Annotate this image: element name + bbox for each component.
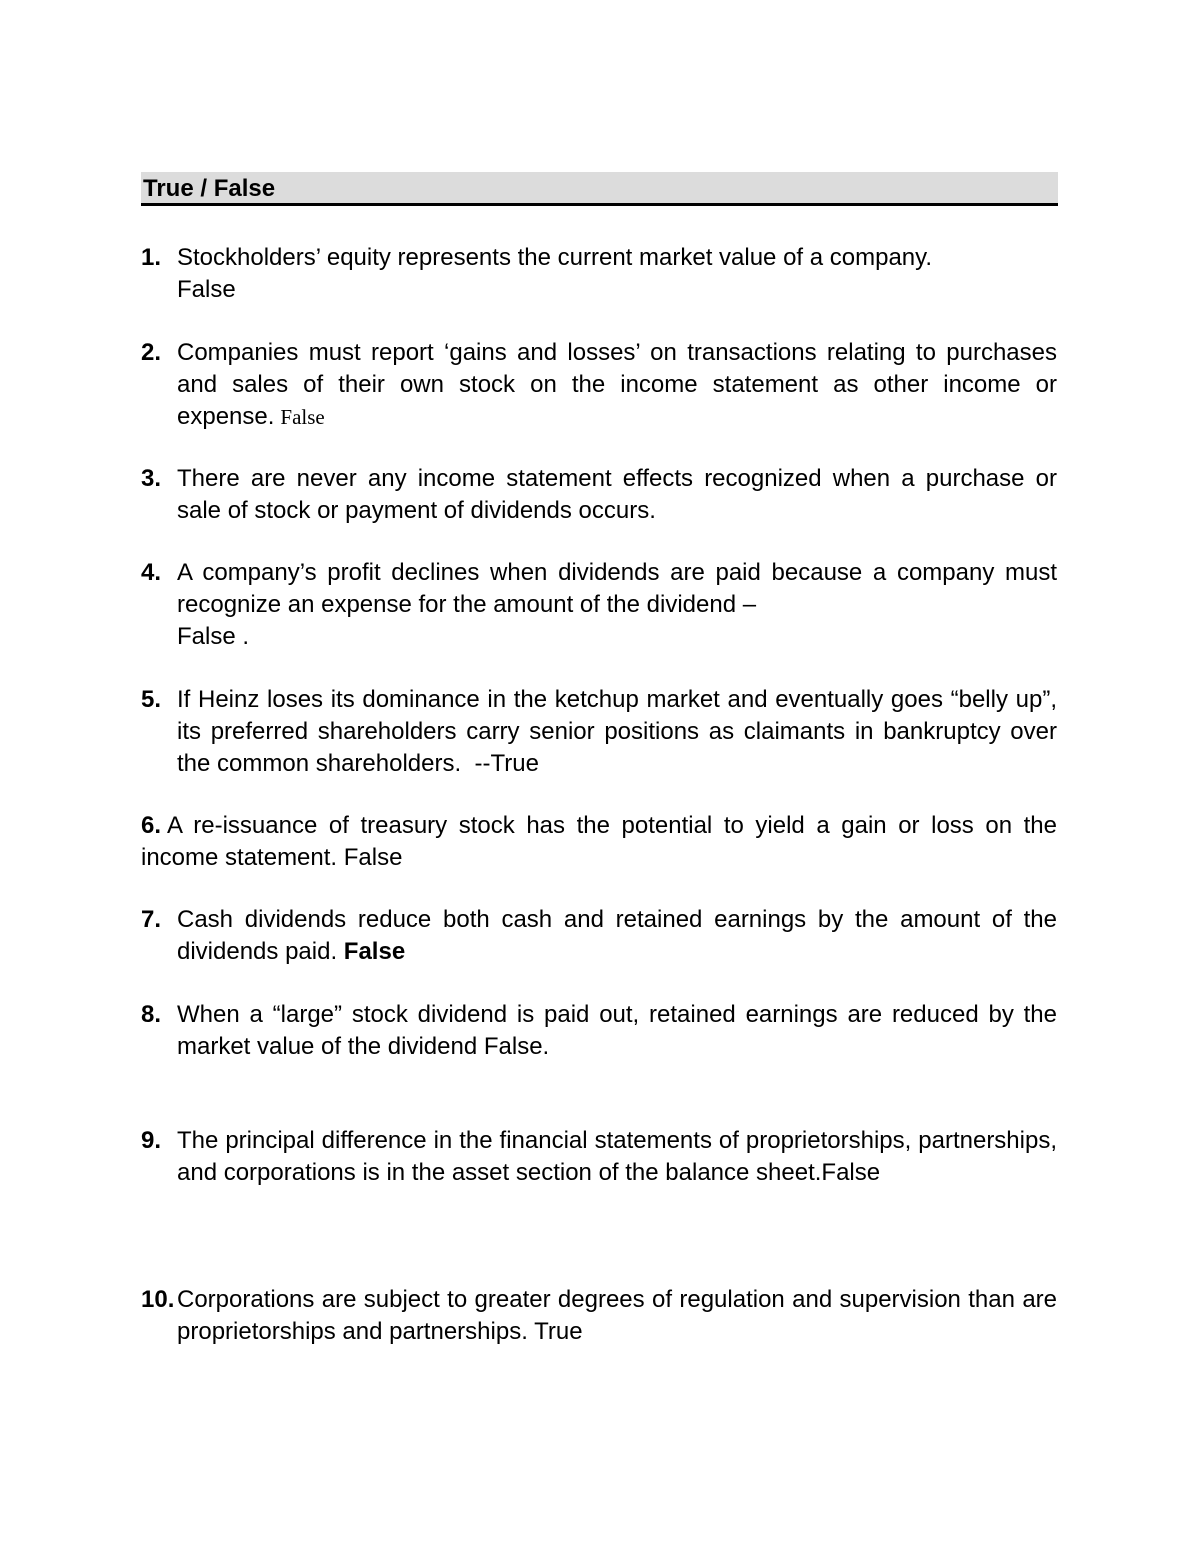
question-10 xyxy=(141,1284,1057,1348)
question-9 xyxy=(141,1125,1057,1189)
question-answer: True xyxy=(534,1318,583,1345)
question-text: Companies must report ‘gains and losses’ on transactions relating to purchases and sales of their own stock on the income statement as other income or expense. xyxy=(177,339,1057,430)
question-3 xyxy=(141,463,1057,527)
question-number: 5. xyxy=(141,686,162,713)
question-number: 1. xyxy=(141,244,162,271)
question-text: Cash dividends reduce both cash and retained earnings by the amount of the dividends paid. xyxy=(177,906,1057,965)
question-text: Stockholders’ equity represents the current market value of a company. xyxy=(177,244,933,271)
question-body xyxy=(177,904,1057,968)
question-answer: False xyxy=(343,844,403,871)
question-text: The principal difference in the financial statements of proprietorships, partnerships, and corporations is in the asset section of the balance sheet. xyxy=(177,1127,1057,1186)
question-body xyxy=(141,810,1057,874)
question-1 xyxy=(141,242,1057,306)
question-text: Corporations are subject to greater degrees of regulation and supervision than are proprietorships and partnerships. xyxy=(177,1286,1057,1345)
question-body xyxy=(177,463,1057,527)
question-text: A re-issuance of treasury stock has the potential to yield a gain or loss on the income statement. xyxy=(141,812,1057,871)
question-body xyxy=(177,684,1057,780)
question-8 xyxy=(141,999,1057,1063)
question-number: 9. xyxy=(141,1127,162,1154)
question-number: 4. xyxy=(141,559,162,586)
question-body xyxy=(177,337,1057,433)
question-number: 7. xyxy=(141,906,162,933)
question-body xyxy=(177,557,1057,653)
question-number: 2. xyxy=(141,339,162,366)
question-number: 6. xyxy=(141,812,162,839)
question-answer: False xyxy=(280,405,325,429)
question-answer: False . xyxy=(177,623,250,650)
question-number: 10. xyxy=(141,1286,175,1313)
question-2 xyxy=(141,337,1057,433)
question-number: 3. xyxy=(141,465,162,492)
question-4 xyxy=(141,557,1057,653)
question-number: 8. xyxy=(141,1001,162,1028)
question-answer: False. xyxy=(483,1033,550,1060)
question-body xyxy=(177,1125,1057,1189)
question-7 xyxy=(141,904,1057,968)
question-body xyxy=(177,999,1057,1063)
question-answer: False xyxy=(343,938,406,965)
question-answer: --True xyxy=(474,750,539,777)
question-text: There are never any income statement effects recognized when a purchase or sale of stock or payment of dividends occurs. xyxy=(177,465,1057,524)
question-body xyxy=(177,242,1057,306)
question-5 xyxy=(141,684,1057,780)
question-text: A company’s profit declines when dividends are paid because a company must recognize an expense for the amount of the dividend – xyxy=(177,559,1057,618)
question-text: When a “large” stock dividend is paid out, retained earnings are reduced by the market value of the dividend xyxy=(177,1001,1057,1060)
question-body xyxy=(177,1284,1057,1348)
section-title: True / False xyxy=(143,175,276,202)
question-answer: False xyxy=(821,1159,881,1186)
section-header xyxy=(141,172,1058,206)
question-text: If Heinz loses its dominance in the ketchup market and eventually goes “belly up”, its preferred shareholders carry senior positions as claimants in bankruptcy over the common shareholders. xyxy=(177,686,1057,777)
question-answer: False xyxy=(177,276,236,303)
question-6 xyxy=(141,810,1057,874)
